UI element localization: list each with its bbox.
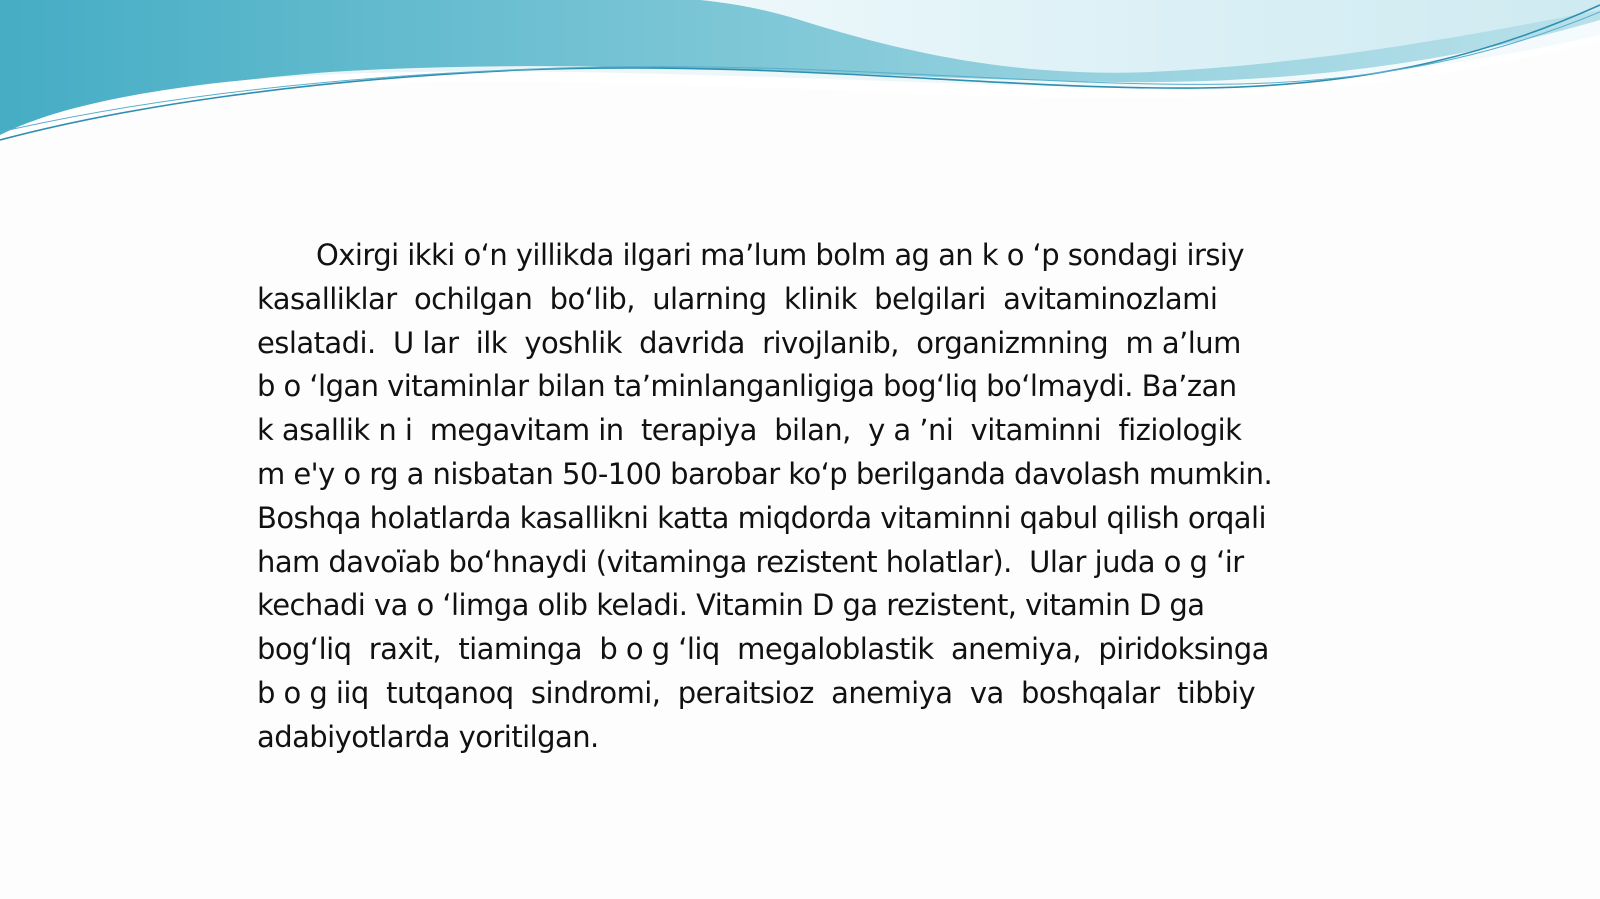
body-paragraph [257,234,1357,760]
paragraph-line: bogʻliq raxit, tiaminga b o g ʻliq megaloblastik anemiya, piridoksinga [257,632,1269,667]
paragraph-line: adabiyotlarda yoritilgan. [257,719,599,754]
paragraph-line: Boshqa holatlarda kasallikni katta miqdorda vitaminni qabul qilish orqali [257,500,1267,535]
paragraph-line: k asallik n i megavitam in terapiya bilan, y a ʼni vitaminni fiziologik [257,413,1242,448]
paragraph-line: kechadi va o ʻlimga olib keladi. Vitamin D ga rezistent, vitamin D ga [257,588,1205,623]
paragraph-line: b o g iiq tutqanoq sindromi, peraitsioz anemiya va boshqalar tibbiy [257,675,1256,710]
paragraph-line: Oxirgi ikki oʻn yillikda ilgari maʼlum bolm ag an k o ʻp sondagi irsiy [316,238,1245,272]
paragraph-line: b o ʻlgan vitaminlar bilan taʼminlanganligiga bogʻliq boʻlmaydi. Baʼzan [257,369,1237,404]
paragraph-line: m e'y o rg a nisbatan 50-100 barobar koʻp berilganda davolash mumkin. [257,456,1273,491]
paragraph-line: eslatadi. U lar ilk yoshlik davrida rivojlanib, organizmning m aʼlum [257,325,1241,360]
paragraph-line: ham davoïab boʻhnaydi (vitaminga rezistent holatlar). Ular juda o g ʻir [257,544,1244,579]
wave-header-decoration [0,0,1600,160]
paragraph-line: kasalliklar ochilgan boʻlib, ularning klinik belgilari avitaminozlami [257,281,1218,316]
